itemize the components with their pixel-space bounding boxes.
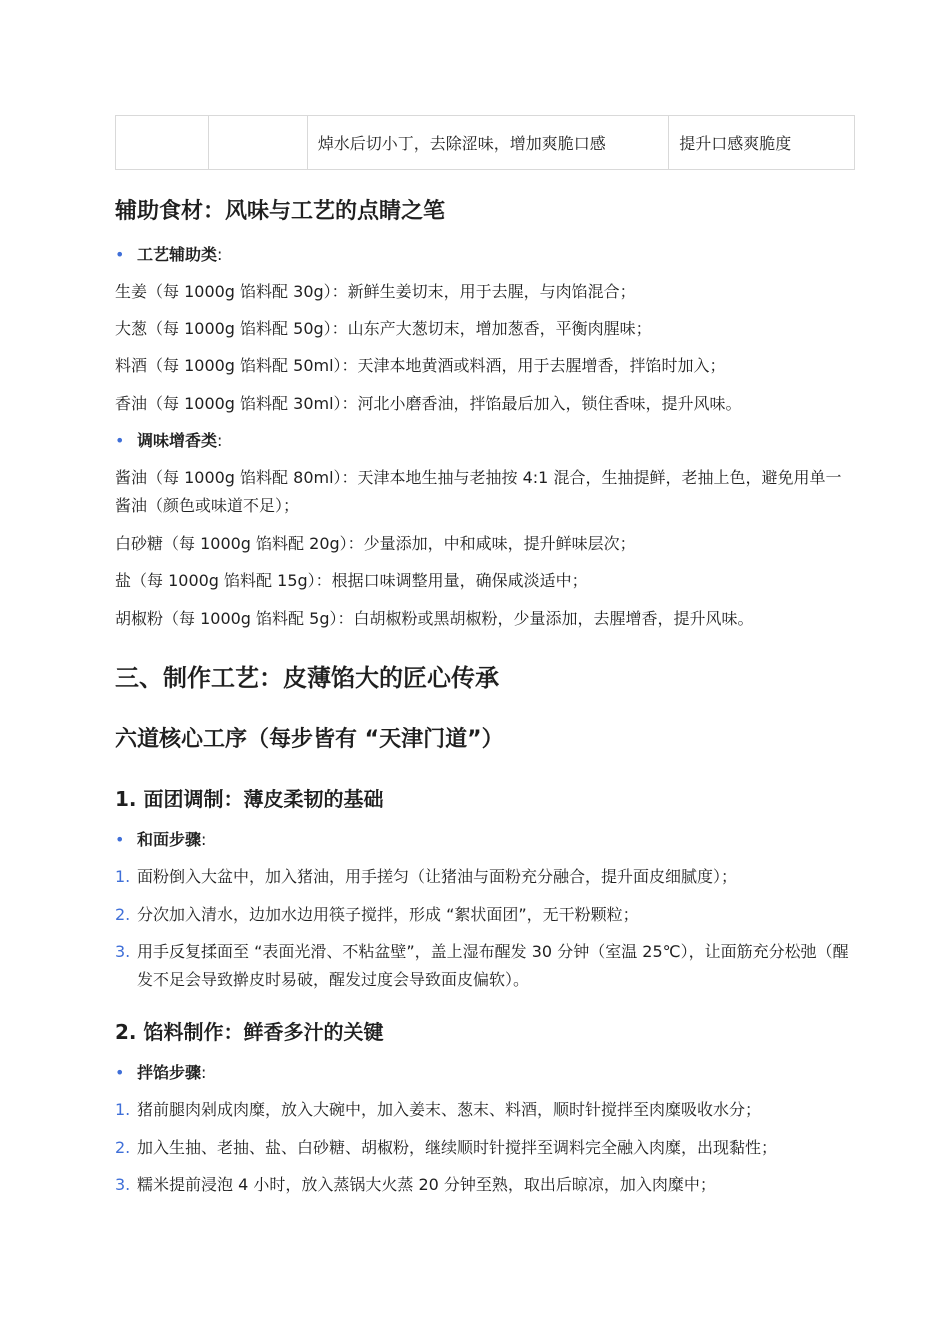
table-cell: 焯水后切小丁，去除涩味，增加爽脆口感 <box>307 116 668 170</box>
list-item <box>115 938 855 994</box>
list-number: 3. <box>115 1175 131 1194</box>
list-number: 2. <box>115 905 131 924</box>
ingredient-table <box>115 115 855 170</box>
paragraph: 白砂糖（每 1000g 馅料配 20g）：少量添加，中和咸味，提升鲜味层次； <box>115 534 636 553</box>
paragraph: 酱油（每 1000g 馅料配 80ml）：天津本地生抽与老抽按 4:1 混合，生抽提鲜，老抽上色，避免用单一酱油（颜色或味道不足）； <box>115 468 842 515</box>
list-item <box>115 901 855 929</box>
list-number: 1. <box>115 1100 131 1119</box>
list-text: 用手反复揉面至 “表面光滑、不粘盆壁”，盖上湿布醒发 30 分钟（室温 25℃），让面筋充分松弛（醒发不足会导致擀皮时易破，醒发过度会导致面皮偏软）。 <box>137 942 849 989</box>
table-cell: 提升口感爽脆度 <box>669 116 855 170</box>
list-number: 3. <box>115 942 131 961</box>
list-text: 加入生抽、老抽、盐、白砂糖、胡椒粉，继续顺时针搅拌至调料完全融入肉糜，出现黏性； <box>137 1138 778 1157</box>
colon: : <box>201 1063 207 1082</box>
bullet-dot-icon: • <box>115 431 125 450</box>
list-text: 糯米提前浸泡 4 小时，放入蒸锅大火蒸 20 分钟至熟，取出后晾凉，加入肉糜中； <box>137 1175 716 1194</box>
bullet-item <box>115 826 206 854</box>
list-text: 猪前腿肉剁成肉糜，放入大碗中，加入姜末、葱末、料酒，顺时针搅拌至肉糜吸收水分； <box>137 1100 762 1119</box>
list-item <box>115 1134 855 1162</box>
list-text: 面粉倒入大盆中，加入猪油，用手搓匀（让猪油与面粉充分融合，提升面皮细腻度）； <box>137 867 738 886</box>
bullet-dot-icon: • <box>115 830 125 849</box>
list-text: 分次加入清水，边加水边用筷子搅拌，形成 “絮状面团”，无干粉颗粒； <box>137 905 639 924</box>
list-number: 1. <box>115 867 131 886</box>
paragraph: 大葱（每 1000g 馅料配 50g）：山东产大葱切末，增加葱香，平衡肉腥味； <box>115 319 652 338</box>
table-cell <box>116 116 209 170</box>
step-title: 1. 面团调制：薄皮柔韧的基础 <box>115 787 384 811</box>
table-row <box>116 116 855 170</box>
paragraph: 胡椒粉（每 1000g 馅料配 5g）：白胡椒粉或黑胡椒粉，少量添加，去腥增香，提升风味。 <box>115 609 754 628</box>
paragraph: 盐（每 1000g 馅料配 15g）：根据口味调整用量，确保咸淡适中； <box>115 571 588 590</box>
bullet-item <box>115 241 222 269</box>
section-title: 三、制作工艺：皮薄馅大的匠心传承 <box>115 664 499 692</box>
bullet-label: 和面步骤 <box>137 830 202 849</box>
bullet-item <box>115 1059 206 1087</box>
colon: : <box>201 830 207 849</box>
list-item <box>115 1171 855 1199</box>
bullet-label: 调味增香类 <box>137 431 218 450</box>
bullet-item <box>115 427 222 455</box>
paragraph: 料酒（每 1000g 馅料配 50ml）：天津本地黄酒或料酒，用于去腥增香，拌馅时加入； <box>115 356 726 375</box>
colon: : <box>217 431 223 450</box>
aux-heading: 辅助食材：风味与工艺的点睛之笔 <box>115 199 446 224</box>
section-subtitle: 六道核心工序（每步皆有 “天津门道”） <box>115 727 504 752</box>
paragraph: 香油（每 1000g 馅料配 30ml）：河北小磨香油，拌馅最后加入，锁住香味，提升风味。 <box>115 394 742 413</box>
table-cell <box>208 116 307 170</box>
list-number: 2. <box>115 1138 131 1157</box>
step-title: 2. 馅料制作：鲜香多汁的关键 <box>115 1020 384 1044</box>
paragraph: 生姜（每 1000g 馅料配 30g）：新鲜生姜切末，用于去腥，与肉馅混合； <box>115 282 636 301</box>
bullet-dot-icon: • <box>115 245 125 264</box>
list-item <box>115 863 855 891</box>
bullet-dot-icon: • <box>115 1063 125 1082</box>
bullet-label: 工艺辅助类 <box>137 245 218 264</box>
bullet-label: 拌馅步骤 <box>137 1063 202 1082</box>
colon: : <box>217 245 223 264</box>
list-item <box>115 1096 855 1124</box>
